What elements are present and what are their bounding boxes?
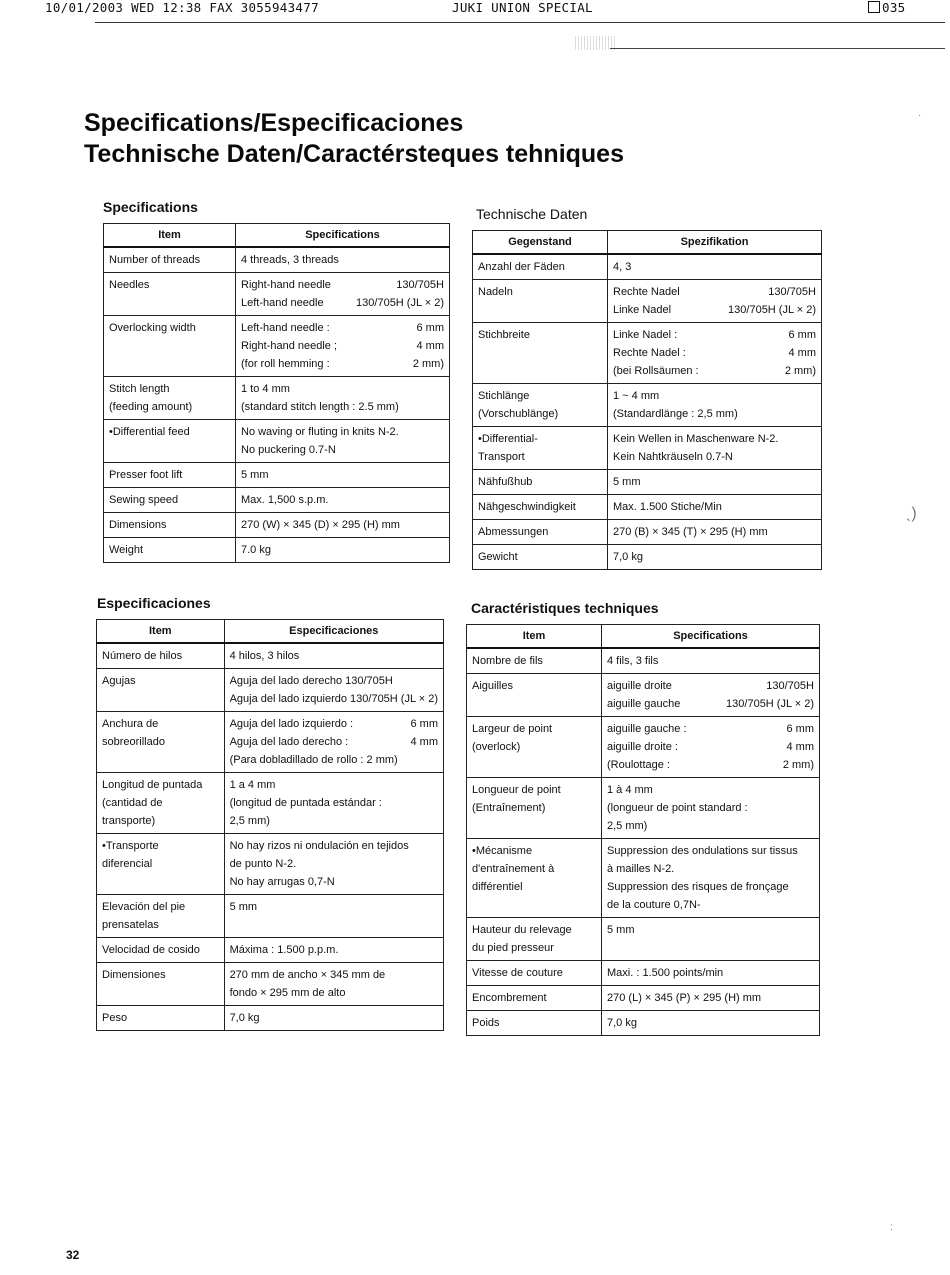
spec-cell: [602, 839, 820, 918]
spec-pair: [241, 319, 444, 337]
item-cell: [473, 280, 608, 323]
table-row: [467, 717, 820, 778]
item-text: (overlock): [472, 741, 521, 753]
item-cell: [97, 938, 225, 963]
spec-cell: [608, 520, 822, 545]
spec-text: 4, 3: [613, 261, 632, 273]
fax-page-indicator: [868, 0, 905, 15]
spec-value: 6 mm: [410, 718, 438, 730]
spec-value: 130/705H: [768, 286, 816, 298]
spec-text: 7,0 kg: [229, 1012, 260, 1024]
spec-text: 270 (B) × 345 (T) × 295 (H) mm: [613, 526, 768, 538]
table-row: [104, 538, 450, 563]
spec-value: 4 mm: [788, 347, 816, 359]
spec-key: Left-hand needle: [241, 297, 324, 309]
item-cell: [467, 1011, 602, 1036]
spec-text: (Standardlänge : 2,5 mm): [613, 408, 738, 420]
table-header-row: [104, 224, 450, 248]
item-text: Hauteur du relevage: [472, 924, 572, 936]
column-header-spec: Especificaciones: [224, 620, 443, 644]
spec-cell: [224, 669, 443, 712]
spec-cell: [224, 773, 443, 834]
spec-text: 270 (L) × 345 (P) × 295 (H) mm: [607, 992, 762, 1004]
item-cell: [104, 377, 236, 420]
spec-cell: [236, 463, 450, 488]
spec-cell: [224, 643, 443, 669]
spec-cell: [224, 712, 443, 773]
spec-table-german: [472, 230, 822, 570]
table-row: [473, 384, 822, 427]
spec-text: 4 fils, 3 fils: [607, 655, 659, 667]
item-text: Gewicht: [478, 551, 518, 563]
spec-cell: [602, 986, 820, 1011]
spec-value: 6 mm: [786, 723, 814, 735]
spec-text: Kein Wellen in Maschenware N-2.: [613, 433, 779, 445]
spec-text: 4 hilos, 3 hilos: [229, 650, 300, 662]
item-text: •Mécanisme: [472, 845, 533, 857]
table-header-row: [473, 231, 822, 255]
table-row: [97, 938, 444, 963]
spec-text: 1 à 4 mm: [607, 784, 653, 796]
spec-cell: [236, 377, 450, 420]
item-cell: [467, 918, 602, 961]
spec-pair: [241, 294, 444, 312]
spec-table-english: [103, 223, 450, 563]
spec-key: aiguille gauche :: [607, 723, 687, 735]
column-header-item: Item: [97, 620, 225, 644]
spec-pair: [607, 695, 814, 713]
item-cell: [104, 273, 236, 316]
spec-cell: [608, 254, 822, 280]
fax-header: [0, 0, 950, 18]
spec-value: 6 mm: [416, 322, 444, 334]
spec-text: fondo × 295 mm de alto: [229, 987, 346, 999]
spec-cell: [236, 513, 450, 538]
spec-key: (for roll hemming :: [241, 358, 330, 370]
spec-text: Máxima : 1.500 p.p.m.: [229, 944, 339, 956]
table-row: [104, 247, 450, 273]
spec-table-spanish: [96, 619, 444, 1031]
item-text: (feeding amount): [109, 401, 193, 413]
item-text: Needles: [109, 279, 150, 291]
item-cell: [104, 463, 236, 488]
item-cell: [104, 247, 236, 273]
spec-pair: [241, 337, 444, 355]
spec-text: No waving or fluting in knits N-2.: [241, 426, 399, 438]
spec-pair: [607, 738, 814, 756]
table-row: [473, 495, 822, 520]
item-text: •Differential feed: [109, 426, 190, 438]
spec-key: Left-hand needle :: [241, 322, 330, 334]
spec-text: 5 mm: [241, 469, 269, 481]
item-cell: [467, 648, 602, 674]
item-cell: [104, 316, 236, 377]
spec-pair: [607, 720, 814, 738]
column-header-item: Item: [467, 625, 602, 649]
spec-table-french: [466, 624, 820, 1036]
table-row: [104, 420, 450, 463]
item-cell: [97, 712, 225, 773]
spec-text: Maxi. : 1.500 points/min: [607, 967, 724, 979]
item-cell: [104, 538, 236, 563]
spec-text: 7,0 kg: [607, 1017, 637, 1029]
table-row: [467, 648, 820, 674]
spec-text: 4 threads, 3 threads: [241, 254, 339, 266]
item-text: Anchura de: [102, 718, 159, 730]
table-row: [104, 463, 450, 488]
item-text: Dimensiones: [102, 969, 166, 981]
table-row: [467, 1011, 820, 1036]
spec-pair: [230, 733, 438, 751]
title-line-1: Specifications/Especificaciones: [84, 109, 464, 137]
spec-value: 130/705H: [766, 680, 814, 692]
page-number: 32: [66, 1248, 80, 1262]
spec-text: (longueur de point standard :: [607, 802, 748, 814]
spec-cell: [602, 674, 820, 717]
item-text: Nähgeschwindigkeit: [478, 501, 576, 513]
spec-key: aiguille droite: [607, 680, 672, 692]
item-text: Sewing speed: [109, 494, 179, 506]
item-text: Weight: [109, 544, 144, 556]
table-row: [467, 961, 820, 986]
spec-value: 2 mm): [784, 365, 816, 377]
spec-pair: [613, 301, 816, 319]
spec-value: 130/705H: [396, 279, 444, 291]
item-text: Elevación del pie: [102, 901, 186, 913]
table-row: [473, 545, 822, 570]
item-text: Velocidad de cosido: [102, 944, 200, 956]
heading-french: Caractéristiques techniques: [471, 600, 659, 616]
table-row: [473, 427, 822, 470]
heading-english: Specifications: [103, 199, 198, 215]
item-cell: [104, 513, 236, 538]
spec-cell: [224, 895, 443, 938]
table-row: [97, 712, 444, 773]
spec-text: 7.0 kg: [241, 544, 271, 556]
table-row: [473, 470, 822, 495]
spec-key: Linke Nadel: [613, 304, 672, 316]
spec-text: (longitud de puntada estándar :: [229, 797, 382, 809]
spec-pair: [613, 362, 816, 380]
spec-pair: [230, 715, 438, 733]
column-header-spec: Specifications: [602, 625, 820, 649]
item-text: Peso: [102, 1012, 128, 1024]
spec-value: 130/705H (JL × 2): [728, 304, 816, 316]
item-cell: [473, 520, 608, 545]
spec-text: à mailles N-2.: [607, 863, 675, 875]
column-header-item: Gegenstand: [473, 231, 608, 255]
spec-text: Kein Nahtkräuseln 0.7-N: [613, 451, 733, 463]
table-row: [467, 986, 820, 1011]
spec-pair: [241, 276, 444, 294]
spec-cell: [608, 470, 822, 495]
spec-value: 130/705H (JL × 2): [356, 297, 444, 309]
item-text: Largeur de point: [472, 723, 553, 735]
item-cell: [467, 986, 602, 1011]
spec-text: 1 a 4 mm: [229, 779, 276, 791]
spec-cell: [236, 420, 450, 463]
fax-page-number: 035: [882, 0, 906, 15]
item-text: Stichbreite: [478, 329, 530, 341]
item-text: Overlocking width: [109, 322, 196, 334]
spec-text: 5 mm: [229, 901, 258, 913]
spec-value: 6 mm: [788, 329, 816, 341]
table-row: [97, 895, 444, 938]
item-text: Transport: [478, 451, 525, 463]
item-text: Abmessungen: [478, 526, 549, 538]
item-text: Vitesse de couture: [472, 967, 563, 979]
table-row: [473, 520, 822, 545]
item-text: d'entraînement à: [472, 863, 555, 875]
spec-key: Rechte Nadel: [613, 286, 680, 298]
spec-cell: [602, 717, 820, 778]
spec-text: 2,5 mm): [229, 815, 270, 827]
table-row: [473, 323, 822, 384]
spec-cell: [602, 1011, 820, 1036]
item-text: (cantidad de: [102, 797, 163, 809]
spec-cell: [236, 538, 450, 563]
item-cell: [467, 839, 602, 918]
table-row: [467, 839, 820, 918]
item-cell: [97, 1006, 225, 1031]
item-cell: [104, 420, 236, 463]
item-text: Number of threads: [109, 254, 201, 266]
spec-text: (standard stitch length : 2.5 mm): [241, 401, 399, 413]
spec-text: No hay rizos ni ondulación en tejidos: [229, 840, 409, 852]
title-line-2: Technische Daten/Caractérsteques tehniques: [84, 140, 624, 168]
table-row: [104, 377, 450, 420]
spec-text: 1 ~ 4 mm: [613, 390, 660, 402]
table-row: [467, 918, 820, 961]
spec-text: Max. 1.500 Stiche/Min: [613, 501, 722, 513]
page-title: [84, 108, 624, 170]
spec-text: Aguja del lado derecho 130/705H: [229, 675, 393, 687]
spec-value: 4 mm: [786, 741, 814, 753]
item-text: différentiel: [472, 881, 523, 893]
spec-pair: [607, 677, 814, 695]
spec-cell: [236, 316, 450, 377]
item-cell: [97, 773, 225, 834]
table-row: [97, 834, 444, 895]
column-header-spec: Specifications: [236, 224, 450, 248]
item-text: Anzahl der Fäden: [478, 261, 565, 273]
item-text: diferencial: [102, 858, 153, 870]
spec-text: Suppression des ondulations sur tissus: [607, 845, 798, 857]
column-header-item: Item: [104, 224, 236, 248]
spec-key: Rechte Nadel :: [613, 347, 686, 359]
table-header-row: [467, 625, 820, 649]
table-row: [473, 280, 822, 323]
spec-value: 2 mm): [782, 759, 814, 771]
table-row: [104, 316, 450, 377]
spec-cell: [608, 384, 822, 427]
spec-value: 4 mm: [410, 736, 438, 748]
spec-text: (Para dobladillado de rollo : 2 mm): [229, 754, 398, 766]
scan-mark: ˎ): [906, 505, 917, 522]
spec-value: 130/705H (JL × 2): [726, 698, 814, 710]
spec-text: Suppression des risques de fronçage: [607, 881, 789, 893]
item-text: sobreorillado: [102, 736, 165, 748]
spec-text: 7,0 kg: [613, 551, 643, 563]
spec-cell: [608, 323, 822, 384]
spec-key: aiguille droite :: [607, 741, 678, 753]
spec-cell: [602, 918, 820, 961]
spec-text: No puckering 0.7-N: [241, 444, 336, 456]
item-cell: [97, 643, 225, 669]
spec-cell: [602, 961, 820, 986]
spec-key: Aguja del lado izquierdo :: [229, 718, 354, 730]
scan-mark: :: [890, 1222, 893, 1233]
item-text: Nombre de fils: [472, 655, 543, 667]
fax-datetime: 10/01/2003 WED 12:38 FAX 3055943477: [45, 0, 319, 15]
table-row: [104, 488, 450, 513]
spec-key: Right-hand needle: [241, 279, 331, 291]
item-cell: [467, 961, 602, 986]
spec-text: 2,5 mm): [607, 820, 648, 832]
item-cell: [473, 495, 608, 520]
item-cell: [473, 427, 608, 470]
table-row: [97, 643, 444, 669]
item-text: Agujas: [102, 675, 136, 687]
spec-cell: [224, 963, 443, 1006]
item-text: Número de hilos: [102, 650, 183, 662]
spec-pair: [613, 283, 816, 301]
item-text: Stichlänge: [478, 390, 530, 402]
table-row: [97, 669, 444, 712]
item-text: Longitud de puntada: [102, 779, 203, 791]
item-text: •Transporte: [102, 840, 159, 852]
spec-text: Aguja del lado izquierdo 130/705H (JL × 2): [229, 693, 438, 705]
table-row: [104, 513, 450, 538]
spec-cell: [608, 280, 822, 323]
spec-key: Aguja del lado derecho :: [229, 736, 349, 748]
spec-text: 270 mm de ancho × 345 mm de: [229, 969, 386, 981]
item-cell: [467, 717, 602, 778]
fax-sender: JUKI UNION SPECIAL: [452, 0, 593, 15]
spec-cell: [608, 545, 822, 570]
item-cell: [97, 895, 225, 938]
item-text: Nähfußhub: [478, 476, 533, 488]
item-cell: [473, 323, 608, 384]
item-text: Encombrement: [472, 992, 547, 1004]
table-row: [467, 674, 820, 717]
spec-text: 5 mm: [607, 924, 635, 936]
spec-cell: [236, 247, 450, 273]
spec-pair: [241, 355, 444, 373]
spec-cell: [224, 1006, 443, 1031]
spec-text: de punto N-2.: [229, 858, 297, 870]
spec-value: 2 mm): [412, 358, 444, 370]
spec-cell: [608, 427, 822, 470]
spec-key: aiguille gauche: [607, 698, 681, 710]
table-row: [97, 1006, 444, 1031]
fax-rule-secondary: [610, 48, 945, 49]
spec-text: Max. 1,500 s.p.m.: [241, 494, 329, 506]
spec-text: 270 (W) × 345 (D) × 295 (H) mm: [241, 519, 400, 531]
item-cell: [97, 669, 225, 712]
spec-key: (Roulottage :: [607, 759, 670, 771]
item-cell: [473, 545, 608, 570]
item-text: Stitch length: [109, 383, 170, 395]
item-text: transporte): [102, 815, 156, 827]
table-header-row: [97, 620, 444, 644]
item-cell: [467, 778, 602, 839]
item-text: (Vorschublänge): [478, 408, 559, 420]
item-text: Longueur de point: [472, 784, 561, 796]
spec-value: 4 mm: [416, 340, 444, 352]
column-header-spec: Spezifikation: [608, 231, 822, 255]
spec-cell: [224, 938, 443, 963]
spec-text: 5 mm: [613, 476, 641, 488]
spec-cell: [602, 778, 820, 839]
spec-text: 1 to 4 mm: [241, 383, 290, 395]
item-text: Aiguilles: [472, 680, 513, 692]
item-cell: [97, 834, 225, 895]
spec-pair: [613, 326, 816, 344]
item-cell: [473, 384, 608, 427]
item-text: prensatelas: [102, 919, 159, 931]
item-text: Presser foot lift: [109, 469, 183, 481]
item-cell: [104, 488, 236, 513]
table-row: [467, 778, 820, 839]
spec-pair: [607, 756, 814, 774]
item-text: (Entraînement): [472, 802, 546, 814]
table-row: [104, 273, 450, 316]
heading-spanish: Especificaciones: [97, 595, 211, 611]
spec-cell: [236, 488, 450, 513]
fax-smudge: [575, 36, 615, 50]
item-text: Poids: [472, 1017, 500, 1029]
scan-mark: ·: [918, 110, 922, 121]
spec-text: de la couture 0,7N-: [607, 899, 701, 911]
spec-pair: [613, 344, 816, 362]
spec-key: Linke Nadel :: [613, 329, 678, 341]
table-row: [97, 963, 444, 1006]
heading-german: Technische Daten: [476, 206, 588, 222]
spec-key: Right-hand needle ;: [241, 340, 338, 352]
item-cell: [473, 470, 608, 495]
fax-rule: [95, 22, 945, 23]
item-cell: [473, 254, 608, 280]
spec-cell: [608, 495, 822, 520]
spec-key: (bei Rollsäumen :: [613, 365, 699, 377]
item-text: •Differential-: [478, 433, 538, 445]
spec-text: No hay arrugas 0,7-N: [229, 876, 335, 888]
spec-cell: [602, 648, 820, 674]
spec-cell: [224, 834, 443, 895]
spec-cell: [236, 273, 450, 316]
fax-page-icon: [868, 1, 880, 13]
item-cell: [97, 963, 225, 1006]
table-row: [473, 254, 822, 280]
item-text: du pied presseur: [472, 942, 554, 954]
item-cell: [467, 674, 602, 717]
table-row: [97, 773, 444, 834]
item-text: Dimensions: [109, 519, 167, 531]
item-text: Nadeln: [478, 286, 513, 298]
